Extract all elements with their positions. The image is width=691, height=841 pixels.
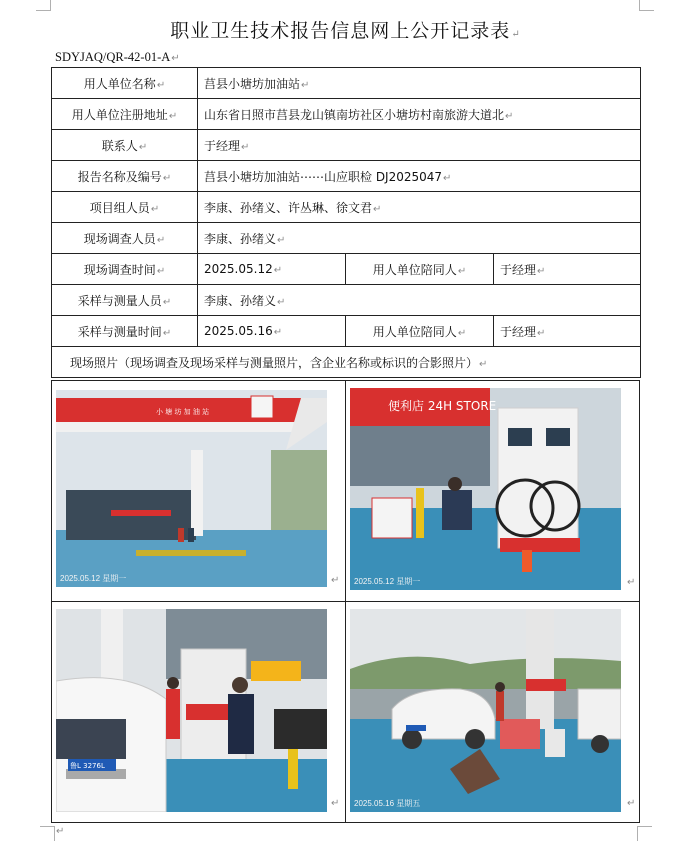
table-row — [52, 192, 641, 223]
record-table — [51, 67, 641, 378]
photos-section-label: 现场照片（现场调查及现场采样与测量照片，含企业名称或标识的合影照片）↵ — [52, 347, 641, 378]
canopy-sign: 小 塘 坊 加 油 站 — [156, 408, 210, 416]
value-sampling-staff: 李康、孙绪义↵ — [198, 285, 641, 316]
label-sampling-time: 采样与测量时间↵ — [52, 316, 198, 347]
photo-grid — [51, 380, 640, 823]
value-unit-name: 莒县小塘坊加油站↵ — [198, 68, 641, 99]
dispenser-survey-image — [350, 388, 621, 590]
margin-corner-top-left — [36, 0, 51, 11]
station-exterior-image — [56, 390, 327, 587]
store-sign: 便利店 24H STORE — [388, 399, 497, 413]
label-survey-time: 现场调查时间↵ — [52, 254, 198, 285]
table-row — [52, 254, 641, 285]
value-survey-staff: 李康、孙绪义↵ — [198, 223, 641, 254]
label-report: 报告名称及编号↵ — [52, 161, 198, 192]
page-title: 职业卫生技术报告信息网上公开记录表↵ — [170, 20, 521, 42]
photo-timestamp: 2025.05.16 星期五 — [354, 799, 421, 808]
sampling-at-pump-image — [56, 609, 327, 812]
photo-timestamp: 2025.05.12 星期一 — [354, 577, 421, 586]
document-number: SDYJAQ/QR-42-01-A↵ — [55, 50, 180, 64]
label-team: 项目组人员↵ — [52, 192, 198, 223]
value-contact: 于经理↵ — [198, 130, 641, 161]
label-unit-name: 用人单位名称↵ — [52, 68, 198, 99]
table-row — [52, 285, 641, 316]
table-row — [52, 130, 641, 161]
margin-corner-top-right — [639, 0, 654, 11]
label-address: 用人单位注册地址↵ — [52, 99, 198, 130]
value-address: 山东省日照市莒县龙山镇南坊社区小塘坊村南旅游大道北↵ — [198, 99, 641, 130]
site-photo-dispenser-survey — [350, 388, 621, 590]
photo-timestamp: 2025.05.12 星期一 — [60, 574, 127, 583]
forecourt-sampling-image — [350, 609, 621, 812]
margin-corner-bottom-right — [637, 826, 652, 841]
margin-corner-bottom-left — [40, 826, 55, 841]
value-team: 李康、孙绪义、许丛琳、徐文君↵ — [198, 192, 641, 223]
photo-cell-1: 小 塘 坊 加 油 站 2025.05.12 星期一 ↵ — [51, 380, 346, 602]
photo-cell-3: 鲁L 3276L ↵ — [51, 601, 346, 823]
label-survey-companion: 用人单位陪同人↵ — [346, 254, 494, 285]
table-row — [52, 223, 641, 254]
license-plate: 鲁L 3276L — [70, 762, 105, 770]
label-survey-staff: 现场调查人员↵ — [52, 223, 198, 254]
label-sampling-staff: 采样与测量人员↵ — [52, 285, 198, 316]
site-photo-station-exterior — [56, 390, 327, 587]
table-row — [52, 99, 641, 130]
table-row — [52, 316, 641, 347]
table-row — [52, 161, 641, 192]
label-contact: 联系人↵ — [52, 130, 198, 161]
paragraph-mark: ↵ — [56, 826, 65, 837]
table-row — [52, 347, 641, 378]
photo-cell-4: 2025.05.16 星期五 ↵ — [345, 601, 640, 823]
value-survey-time: 2025.05.12↵ — [198, 254, 346, 285]
photo-cell-2: 便利店 24H STORE 2025.05.12 星期一 ↵ — [345, 380, 640, 602]
site-photo-sampling-at-pump — [56, 609, 327, 812]
value-report: 莒县小塘坊加油站⋯⋯山应职检 DJ2025047↵ — [198, 161, 641, 192]
table-row — [52, 68, 641, 99]
label-sampling-companion: 用人单位陪同人↵ — [346, 316, 494, 347]
value-survey-companion: 于经理↵ — [494, 254, 641, 285]
value-sampling-time: 2025.05.16↵ — [198, 316, 346, 347]
value-sampling-companion: 于经理↵ — [494, 316, 641, 347]
site-photo-forecourt-sampling — [350, 609, 621, 812]
